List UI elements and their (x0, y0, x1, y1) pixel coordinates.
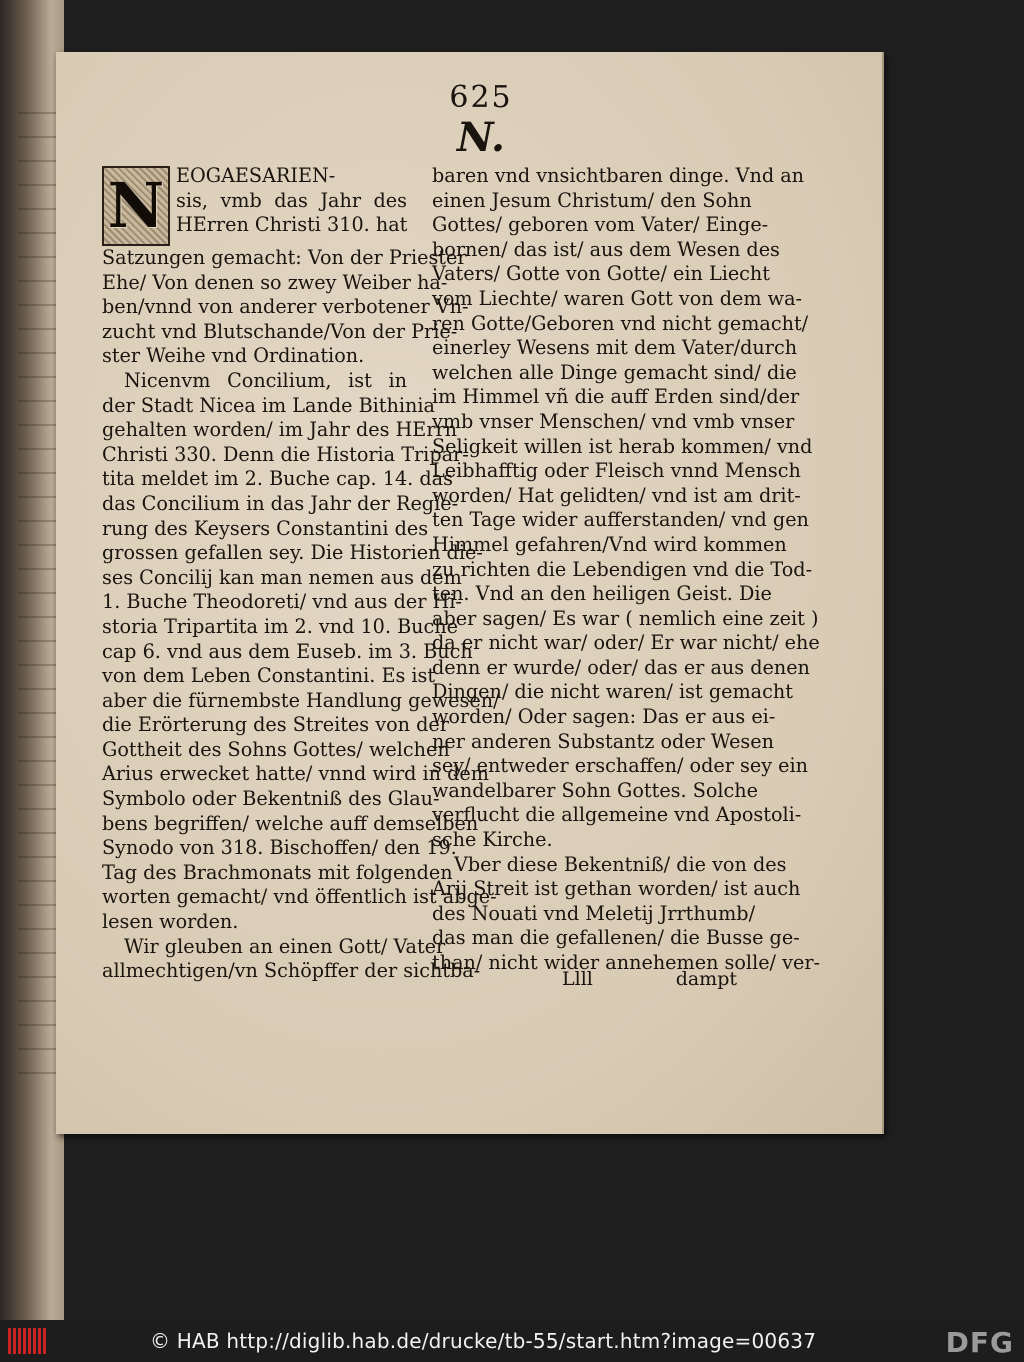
signature-mark: Llll (562, 968, 593, 990)
text-line: denn er wurde/ oder/ das er aus denen (432, 655, 810, 679)
text-line: rung des Keysers Constantini des (102, 516, 429, 540)
text-line: welchen alle Dinge gemacht sind/ die (432, 360, 797, 384)
text-line: bens begriffen/ welche auff demselben (102, 811, 479, 835)
text-line: grossen gefallen sey. Die Historien die- (102, 541, 483, 565)
text-line: worden/ Hat gelidten/ vnd ist am drit- (432, 483, 801, 507)
text-line: worten gemacht/ vnd öffentlich ist abge- (102, 885, 497, 909)
text-line: da er nicht war/ oder/ Er war nicht/ ehe (432, 631, 820, 655)
text-line: Dingen/ die nicht waren/ ist gemacht (432, 680, 793, 704)
text-line: 1. Buche Theodoreti/ vnd aus der Hi- (102, 590, 462, 614)
text-line: Satzungen gemacht: Von der Priester (102, 246, 467, 269)
text-line: Himmel gefahren/Vnd wird kommen (432, 532, 787, 556)
text-line: ben/vnnd von anderer verbotener Vn- (102, 295, 469, 319)
text-line: Symbolo oder Bekentniß des Glau- (102, 787, 440, 811)
text-line: ster Weihe vnd Ordination. (102, 344, 365, 368)
text-line: storia Tripartita im 2. vnd 10. Buche (102, 614, 458, 638)
page-number: 625 (449, 80, 513, 115)
section-letter: N. (457, 114, 505, 161)
text-line: ten. Vnd an den heiligen Geist. Die (432, 582, 772, 606)
text-line: gehalten worden/ im Jahr des HErrn (102, 418, 458, 442)
text-line: baren vnd vnsichtbaren dinge. Vnd an (432, 164, 804, 187)
text-line: vom Liechte/ waren Gott von dem wa- (432, 286, 803, 310)
text-line: HErren Christi 310. hat (176, 213, 408, 237)
text-line: sey/ entweder erschaffen/ oder sey ein (432, 754, 808, 778)
footer-bar (0, 1320, 1024, 1362)
right-column (432, 164, 820, 976)
text-line: Wir gleuben an einen Gott/ Vater (124, 934, 446, 958)
text-line: im Himmel vñ die auff Erden sind/der (432, 385, 800, 409)
text-line: das Concilium in das Jahr der Regie- (102, 491, 459, 515)
text-line: Arius erwecket hatte/ vnnd wird in dem (102, 762, 489, 786)
text-line: worden/ Oder sagen: Das er aus ei- (432, 705, 776, 729)
text-line: cap 6. vnd aus dem Euseb. im 3. Buch (102, 639, 473, 663)
text-line: aber sagen/ Es war ( nemlich eine zeit ) (432, 606, 819, 630)
text-line: Gottes/ geboren vom Vater/ Einge- (432, 213, 769, 237)
text-line: Tag des Brachmonats mit folgenden (102, 860, 453, 884)
text-line: Seligkeit willen ist herab kommen/ vnd (432, 434, 813, 458)
text-line: Arij Streit ist gethan worden/ ist auch (432, 877, 801, 901)
text-line: tita meldet im 2. Buche cap. 14. das (102, 467, 453, 491)
text-line: einerley Wesens mit dem Vater/durch (432, 336, 798, 360)
decorated-initial (102, 166, 170, 246)
text-line: des Nouati vnd Meletij Jrrthumb/ (432, 901, 756, 925)
text-line: Leibhafftig oder Fleisch vnnd Mensch (432, 459, 801, 483)
text-line: Vaters/ Gotte von Gotte/ ein Liecht (432, 262, 771, 286)
text-line: ten Tage wider aufferstanden/ vnd gen (432, 508, 809, 532)
catchword: dampt (675, 968, 737, 990)
text-line: sche Kirche. (432, 828, 553, 852)
text-line: ses Concilij kan man nemen aus dem (102, 565, 462, 589)
text-line: Synodo von 318. Bischoffen/ den 19. (102, 836, 457, 860)
text-line: bornen/ das ist/ aus dem Wesen des (432, 237, 780, 261)
book-page (56, 52, 884, 1134)
text-line: zu richten die Lebendigen vnd die Tod- (432, 557, 813, 581)
drop-cap-letter: N (107, 169, 165, 242)
text-line: allmechtigen/vn Schöpffer der sichtba- (102, 959, 481, 983)
text-line: Gottheit des Sohns Gottes/ welchen (102, 737, 450, 761)
text-line: EOGAESARIEN- (176, 164, 336, 187)
text-line: Nicenvm Concilium, ist in (124, 368, 407, 392)
text-line: der Stadt Nicea im Lande Bithinia (102, 393, 435, 417)
text-line: aber die fürnembste Handlung gewesen/ (102, 688, 500, 712)
text-line: Vber diese Bekentniß/ die von des (454, 852, 787, 876)
text-line: sis, vmb das Jahr des (176, 188, 407, 212)
page-bottom-line (432, 968, 737, 992)
text-line: das man die gefallenen/ die Busse ge- (432, 926, 800, 950)
text-line: zucht vnd Blutschande/Von der Prie- (102, 319, 458, 343)
text-line: Ehe/ Von denen so zwey Weiber ha- (102, 270, 448, 294)
dfg-logo: DFG (945, 1326, 1014, 1359)
text-line: than/ nicht wider annehemen solle/ ver- (432, 951, 820, 974)
text-line: die Erörterung des Streites von der (102, 713, 449, 737)
text-line: ren Gotte/Geboren vnd nicht gemacht/ (432, 311, 809, 335)
text-line: einen Jesum Christum/ den Sohn (432, 188, 752, 212)
text-line: ner anderen Substantz oder Wesen (432, 729, 774, 753)
text-line: lesen worden. (102, 910, 239, 934)
text-line: vmb vnser Menschen/ vnd vmb vnser (432, 409, 795, 433)
text-line: verflucht die allgemeine vnd Apostoli- (432, 803, 802, 827)
text-line: von dem Leben Constantini. Es ist (102, 664, 436, 688)
copyright-url: © HAB http://diglib.hab.de/drucke/tb-55/start.htm?image=00637 (150, 1329, 817, 1353)
text-line: Christi 330. Denn die Historia Tripar- (102, 442, 469, 466)
text-line: wandelbarer Sohn Gottes. Solche (432, 778, 759, 802)
barcode-icon (8, 1328, 46, 1354)
adjacent-page-edge (0, 0, 64, 1320)
